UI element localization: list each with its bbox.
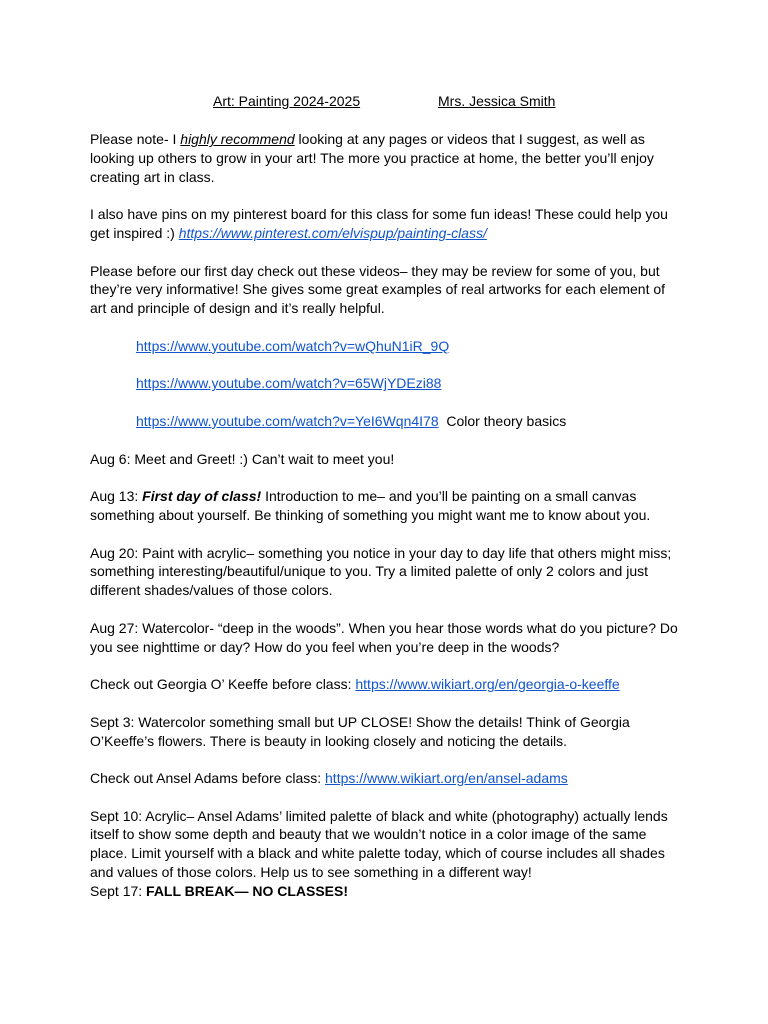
- intro-text-post: looking at any pages or videos that I suggest, as well as looking up others to grow in your art! The more you practice at home, the better you’ll enjoy creating art in class.: [90, 131, 654, 185]
- video-item: [90, 374, 682, 393]
- pinterest-text: I also have pins on my pinterest board for this class for some fun ideas! These could help you get inspired :): [90, 206, 668, 241]
- document-header: [90, 92, 682, 111]
- pinterest-link[interactable]: https://www.pinterest.com/elvispup/painting-class/: [178, 224, 487, 241]
- teacher-name: Mrs. Jessica Smith: [438, 93, 556, 109]
- video-link-3[interactable]: https://www.youtube.com/watch?v=YeI6Wqn4I78: [136, 412, 439, 429]
- video-link-2[interactable]: https://www.youtube.com/watch?v=65WjYDEzi88: [136, 375, 442, 392]
- schedule-aug13: [90, 487, 682, 525]
- video-item: [90, 337, 682, 356]
- pinterest-paragraph: [90, 205, 682, 243]
- sept17-highlight: FALL BREAK— NO CLASSES!: [146, 882, 349, 899]
- aug13-highlight: First day of class!: [142, 488, 262, 505]
- adams-paragraph: [90, 769, 682, 788]
- course-title: Art: Painting 2024-2025: [213, 93, 361, 109]
- schedule-aug6: Aug 6: Meet and Greet! :) Can’t wait to meet you!: [90, 450, 395, 467]
- aug13-date: Aug 13:: [90, 488, 143, 505]
- video-link-1[interactable]: https://www.youtube.com/watch?v=wQhuN1iR_9Q: [136, 337, 450, 354]
- sept17-date: Sept 17:: [90, 882, 147, 899]
- okeeffe-text: Check out Georgia O’ Keeffe before class:: [90, 676, 356, 693]
- schedule-sept3: Sept 3: Watercolor something small but UP CLOSE! Show the details! Think of Georgia O’Keeffe’s flowers. There is beauty in looking closely and noticing the details.: [90, 713, 630, 749]
- video-item: [90, 412, 682, 431]
- intro-paragraph: [90, 130, 682, 186]
- intro-emphasis: highly recommend: [180, 131, 295, 147]
- schedule-aug20: Aug 20: Paint with acrylic– something you notice in your day to day life that others might miss; something interesting/beautiful/unique to you. Try a limited palette of only 2 colors and just different shades/values of those colors.: [90, 544, 672, 599]
- videos-intro-paragraph: Please before our first day check out these videos– they may be review for some of you, but they’re very informative! She gives some great examples of real artworks for each element of art and principle of design and it’s really helpful.: [90, 262, 666, 317]
- adams-link[interactable]: https://www.wikiart.org/en/ansel-adams: [325, 770, 568, 787]
- aug13-text: Introduction to me– and you’ll be painting on a small canvas something about yourself. Be thinking of something you might want me to know about you.: [90, 488, 651, 523]
- okeeffe-paragraph: [90, 675, 682, 694]
- adams-text: Check out Ansel Adams before class:: [90, 770, 326, 787]
- schedule-sept10: Sept 10: Acrylic– Ansel Adams’ limited palette of black and white (photography) actually lends itself to show some depth and beauty that we wouldn’t notice in a color image of the same place. Limit yourself with a black and white palette today, which of course includes all shades and values of those colors. Help us to see something in a different way!: [90, 807, 668, 881]
- video-note-3: Color theory basics: [438, 412, 567, 429]
- schedule-sept17: [90, 882, 682, 901]
- document-page: [90, 92, 682, 901]
- schedule-aug27: Aug 27: Watercolor- “deep in the woods”. When you hear those words what do you picture? Do you see nighttime or day? How do you feel when you’re deep in the woods?: [90, 619, 678, 655]
- intro-text-pre: Please note- I: [90, 131, 181, 147]
- okeeffe-link[interactable]: https://www.wikiart.org/en/georgia-o-keeffe: [355, 676, 620, 693]
